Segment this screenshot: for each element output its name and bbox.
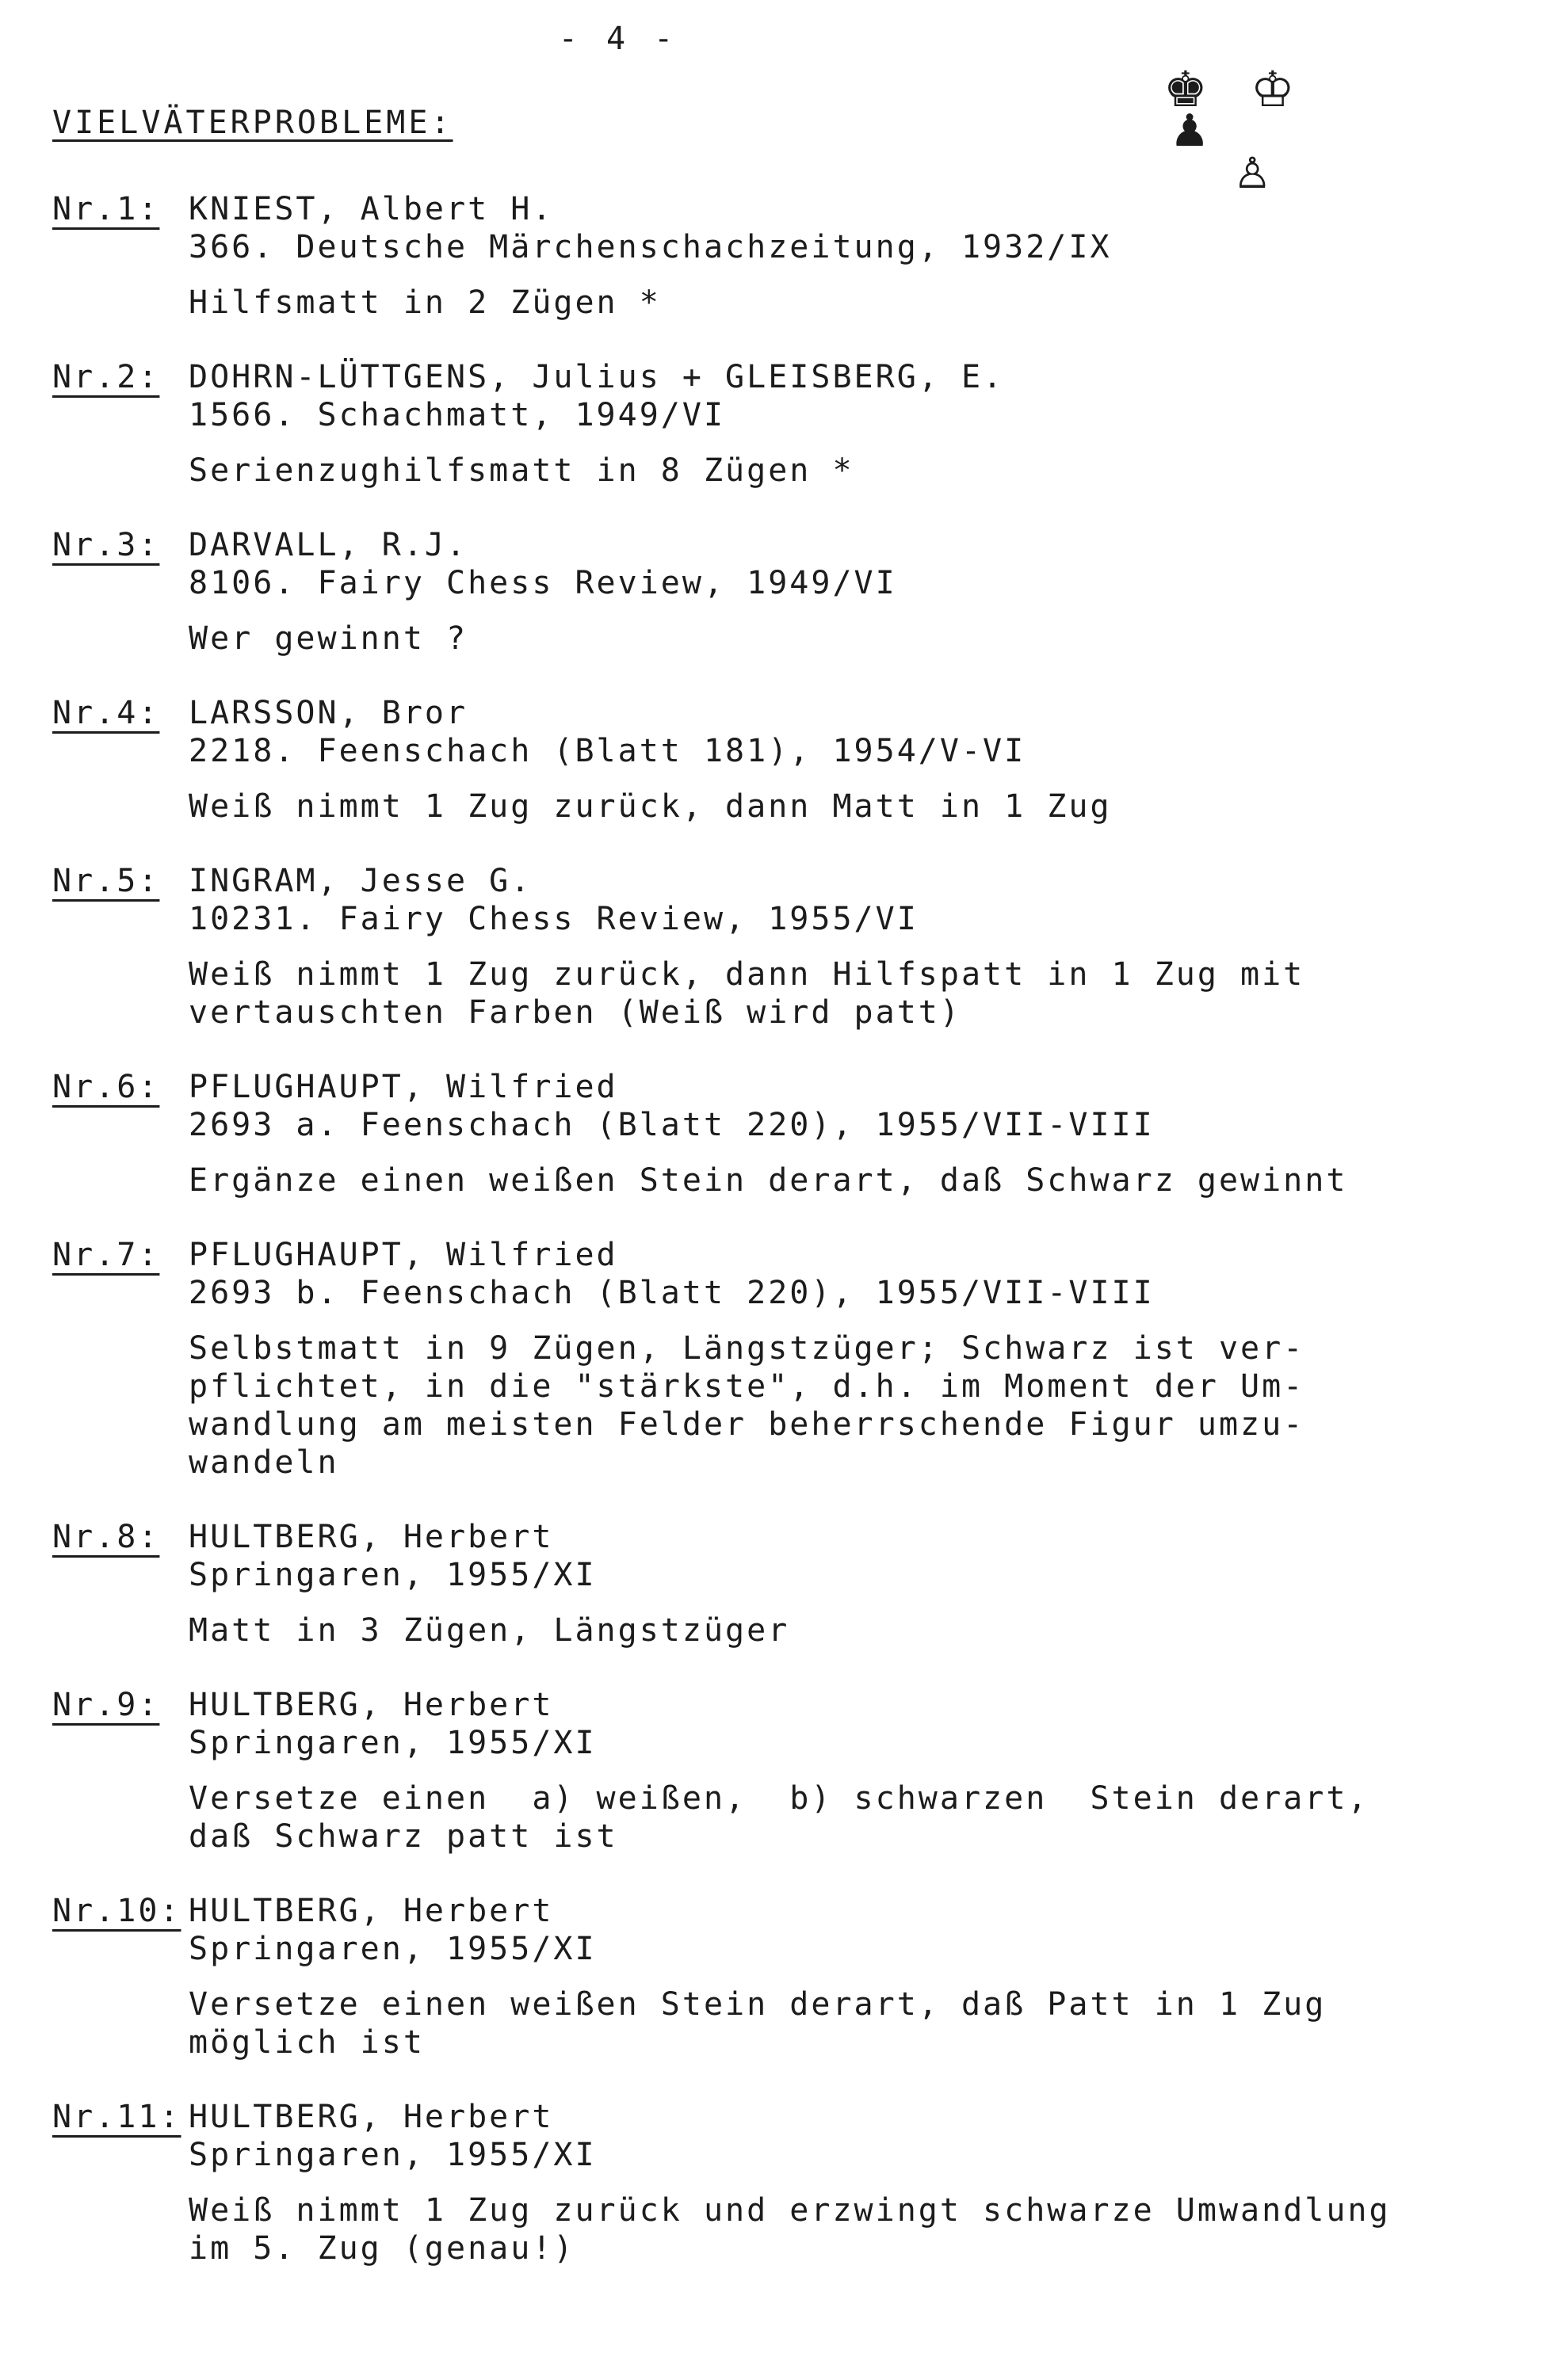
problem-details [189,694,1511,826]
problem-stipulation: Weiß nimmt 1 Zug zurück, dann Hilfspatt in 1 Zug mit vertauschten Farben (Weiß wird patt) [189,956,1305,1031]
problem-author: HULTBERG, Herbert [189,1687,554,1723]
problem-author: HULTBERG, Herbert [189,1893,554,1929]
problem-entry [52,1236,1511,1482]
problem-source: 1566. Schachmatt, 1949/VI [189,397,726,433]
problem-number: Nr.7: [52,1237,160,1273]
problem-stipulation: Weiß nimmt 1 Zug zurück und erzwingt schwarze Umwandlung im 5. Zug (genau!) [189,2192,1391,2267]
problem-details [189,862,1511,1032]
problem-number: Nr.9: [52,1687,160,1723]
problem-entry [52,694,1511,826]
problem-stipulation: Wer gewinnt ? [189,620,468,657]
problem-details [189,1518,1511,1650]
problem-source: Springaren, 1955/XI [189,1725,597,1761]
problem-author: HULTBERG, Herbert [189,2099,554,2135]
problem-details [189,1892,1511,2062]
black-pawn-icon: ♟ [1170,105,1210,157]
section-heading [52,105,453,141]
problem-details [189,1236,1511,1482]
problem-number: Nr.4: [52,695,160,731]
problem-entry [52,2098,1511,2267]
black-king-icon: ♚ [1163,60,1208,118]
page-number: - 4 - [558,21,678,57]
problem-stipulation: Selbstmatt in 9 Zügen, Längstzüger; Schwarz ist ver- pflichtet, in die "stärkste", d.h. im Moment der Um- wandlung am meisten Felder beherrschende Figur umzu- wandeln [189,1330,1305,1481]
problem-stipulation: Hilfsmatt in 2 Zügen * [189,284,661,321]
problem-entry [52,1068,1511,1200]
problem-number: Nr.2: [52,359,160,395]
problem-list [52,190,1511,2304]
problem-source: Springaren, 1955/XI [189,1931,597,1967]
section-heading-text: VIELVÄTERPROBLEME: [52,105,453,141]
problem-stipulation: Weiß nimmt 1 Zug zurück, dann Matt in 1 Zug [189,788,1112,825]
problem-stipulation: Versetze einen weißen Stein derart, daß Patt in 1 Zug möglich ist [189,1986,1327,2061]
problem-number: Nr.5: [52,863,160,899]
problem-author: HULTBERG, Herbert [189,1519,554,1555]
problem-details [189,190,1511,322]
problem-number: Nr.11: [52,2099,181,2135]
white-pawn-icon: ♙ [1233,148,1272,198]
problem-source: Springaren, 1955/XI [189,1557,597,1593]
problem-entry [52,862,1511,1032]
problem-author: INGRAM, Jesse G. [189,863,533,899]
problem-entry [52,190,1511,322]
problem-number: Nr.10: [52,1893,181,1929]
problem-entry [52,1686,1511,1856]
problem-stipulation: Matt in 3 Zügen, Längstzüger [189,1612,790,1649]
problem-source: 2693 a. Feenschach (Blatt 220), 1955/VII-VIII [189,1107,1155,1143]
problem-entry [52,358,1511,490]
problem-stipulation: Ergänze einen weißen Stein derart, daß Schwarz gewinnt [189,1162,1348,1199]
problem-entry [52,526,1511,658]
problem-number: Nr.6: [52,1069,160,1105]
problem-details [189,1068,1511,1200]
piece-legend [1163,60,1322,200]
white-king-icon: ♔ [1251,60,1295,118]
problem-entry [52,1892,1511,2062]
problem-author: DOHRN-LÜTTGENS, Julius + GLEISBERG, E. [189,359,1005,395]
problem-author: PFLUGHAUPT, Wilfried [189,1237,618,1273]
problem-entry [52,1518,1511,1650]
problem-author: PFLUGHAUPT, Wilfried [189,1069,618,1105]
problem-source: 2218. Feenschach (Blatt 181), 1954/V-VI [189,733,1026,769]
problem-author: DARVALL, R.J. [189,527,468,563]
problem-number: Nr.1: [52,191,160,227]
problem-stipulation: Serienzughilfsmatt in 8 Zügen * [189,452,854,489]
problem-source: 366. Deutsche Märchenschachzeitung, 1932/IX [189,229,1112,265]
problem-stipulation: Versetze einen a) weißen, b) schwarzen Stein derart, daß Schwarz patt ist [189,1780,1369,1855]
problem-number: Nr.3: [52,527,160,563]
problem-details [189,2098,1511,2267]
problem-details [189,358,1511,490]
problem-source: 10231. Fairy Chess Review, 1955/VI [189,901,919,937]
problem-source: 2693 b. Feenschach (Blatt 220), 1955/VII-VIII [189,1275,1155,1311]
problem-details [189,1686,1511,1856]
problem-source: Springaren, 1955/XI [189,2137,597,2173]
problem-number: Nr.8: [52,1519,160,1555]
problem-author: KNIEST, Albert H. [189,191,554,227]
problem-author: LARSSON, Bror [189,695,468,731]
problem-source: 8106. Fairy Chess Review, 1949/VI [189,565,897,601]
problem-details [189,526,1511,658]
